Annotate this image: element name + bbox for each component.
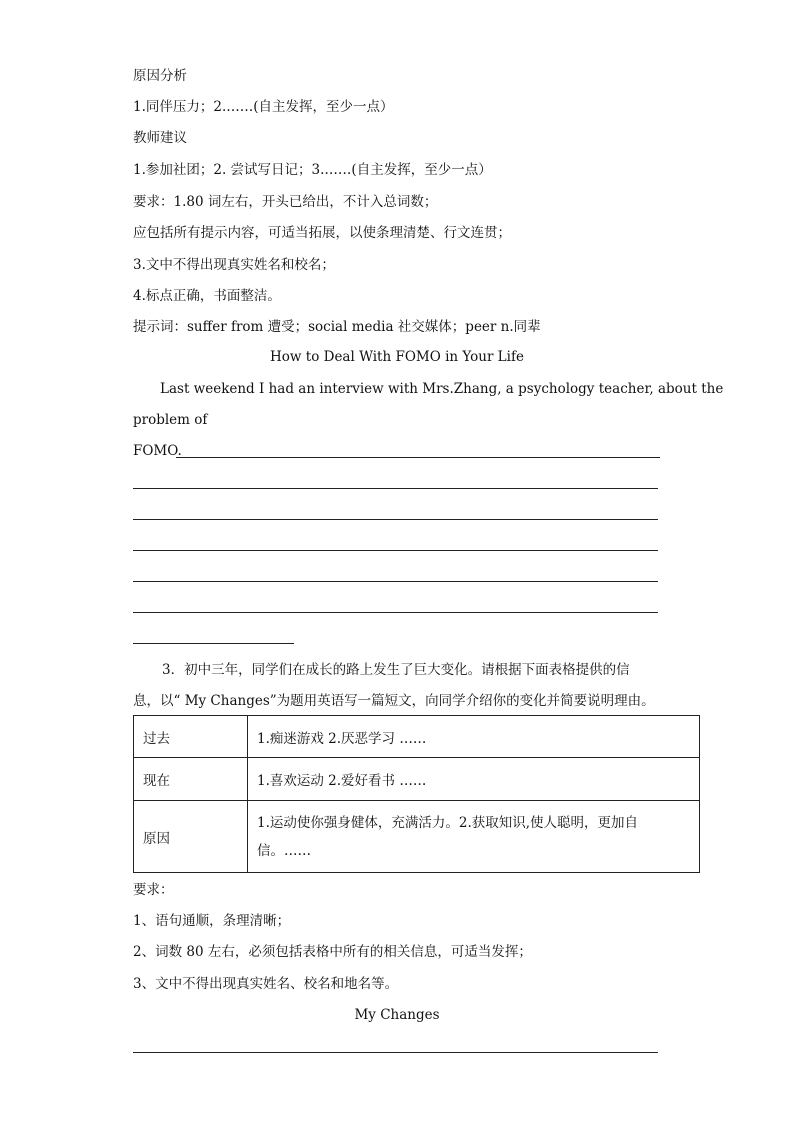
essay-title-my-changes: My Changes [354,1007,440,1023]
teacher-advice-points: 1.参加社团；2. 尝试写日记；3.……(自主发挥，至少一点） [133,162,492,178]
reason-label: 原因 [134,801,248,873]
requirement-item-1: 1、语句通顺，条理清晰； [133,913,291,929]
reason-analysis-title: 原因分析 [133,68,187,84]
now-label: 现在 [134,758,248,801]
essay-opening-line-1: Last weekend I had an interview with Mrs.Zhang, a psychology teacher, about the [160,381,724,397]
answer-line[interactable] [133,519,658,520]
table-row [134,801,700,873]
requirement-item-3: 3、文中不得出现真实姓名、校名和地名等。 [133,976,399,992]
requirement-4: 4.标点正确，书面整洁。 [133,288,281,304]
changes-table [133,715,700,873]
reason-content-line-2: 信。…… [257,842,311,859]
table-row [134,716,700,758]
requirements-title: 要求： [133,882,174,898]
answer-line[interactable] [133,612,658,613]
table-row [134,758,700,801]
requirement-2: 应包括所有提示内容，可适当拓展，以使条理清楚、行文连贯； [133,225,511,241]
question-3-intro-line-1: 3．初中三年，同学们在成长的路上发生了巨大变化。请根据下面表格提供的信 [162,662,630,678]
question-3-intro-line-2: 息，以“ My Changes”为题用英语写一篇短文，向同学介绍你的变化并简要说明理由。 [133,693,655,709]
requirement-1: 要求：1.80 词左右，开头已给出，不计入总词数； [133,194,438,210]
teacher-advice-title: 教师建议 [133,130,187,146]
hint-words: 提示词：suffer from 遭受；social media 社交媒体；peer n.同辈 [133,319,541,335]
answer-line[interactable] [133,581,658,582]
reason-content [248,801,700,873]
answer-line[interactable] [176,457,660,458]
answer-line[interactable] [133,488,658,489]
past-content: 1.痴迷游戏 2.厌恶学习 …… [248,716,700,758]
past-label: 过去 [134,716,248,758]
essay-opening-line-3: FOMO. [133,443,182,459]
requirement-item-2: 2、词数 80 左右，必须包括表格中所有的相关信息，可适当发挥； [133,944,532,960]
answer-line[interactable] [133,1052,658,1053]
now-content: 1.喜欢运动 2.爱好看书 …… [248,758,700,801]
answer-line[interactable] [133,643,294,644]
requirement-3: 3.文中不得出现真实姓名和校名； [133,257,335,273]
reason-content-line-1: 1.运动使你强身健体，充满活力。2.获取知识,使人聪明，更加自 [257,814,639,831]
essay-title-fomo: How to Deal With FOMO in Your Life [270,349,524,365]
essay-opening-line-2: problem of [133,412,208,428]
answer-line[interactable] [133,550,658,551]
reason-points: 1.同伴压力；2.……(自主发挥，至少一点） [133,99,394,115]
